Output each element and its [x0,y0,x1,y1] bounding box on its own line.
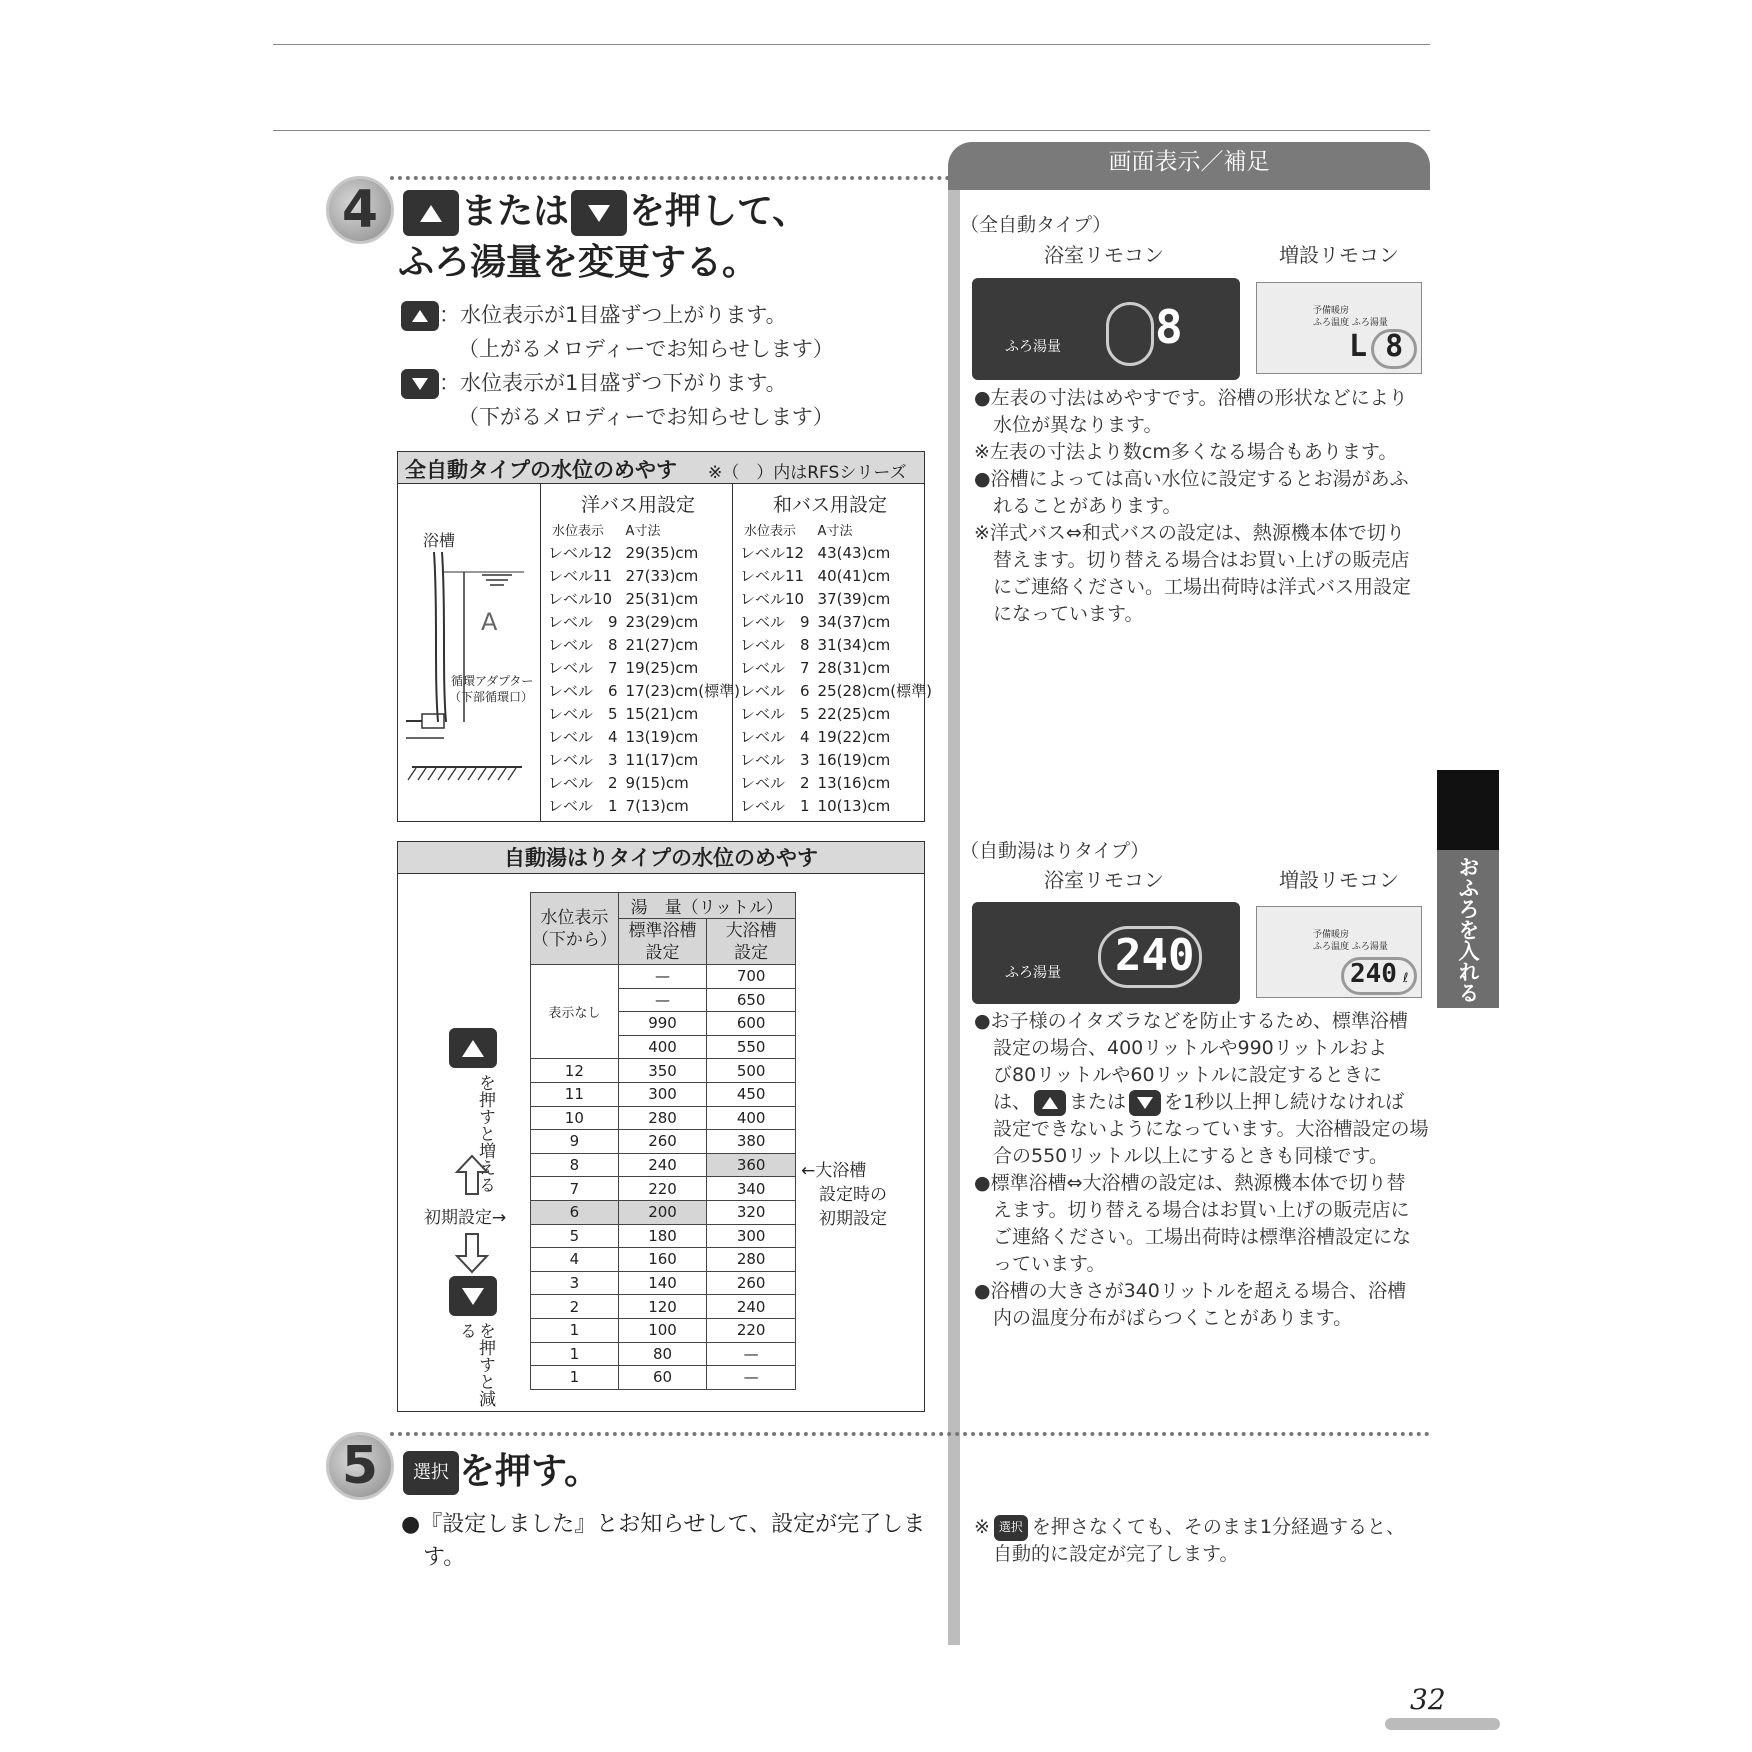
large-volume-cell: 360 [707,1153,796,1177]
diagram-label-adapter: 循環アダプター [451,674,534,688]
level-row [544,541,744,564]
large-volume-cell: 340 [707,1177,796,1201]
step5-side-note: ※ 選択 を押さなくても、そのまま1分経過すると、 自動的に設定が完了します。 [974,1516,1406,1565]
a-dimension-cell: 31(34)cm [817,635,891,654]
a-dimension-cell: 25(28)cm(標準) [817,682,932,700]
no-display-cell: 表示なし [531,965,619,1059]
down-key-icon [401,369,439,399]
volume-table [530,892,796,1390]
step4-number: 4 [326,176,394,244]
page-number: 32 [1410,1683,1446,1716]
level-row [736,656,936,679]
a-dimension-cell: 7(13)cm [625,796,689,815]
std-volume-cell: 160 [618,1248,707,1272]
table-row [531,1342,796,1366]
table-row [531,1082,796,1106]
down-arrow-icon [455,1232,489,1274]
japanese-col-title: 和バス用設定 [773,494,888,516]
std-volume-cell: 180 [618,1224,707,1248]
side-tab-black [1437,770,1499,850]
initial-setting-label: 初期設定→ [424,1208,507,1228]
western-table [544,518,744,817]
std-volume-cell: 200 [618,1200,707,1224]
large-volume-cell: 500 [707,1059,796,1083]
a-dimension-cell: 23(29)cm [625,612,699,631]
level-cell: レベル 4 [740,728,810,746]
level-cell: レベル 9 [548,613,618,631]
level-row [544,587,744,610]
step4-title-line1: または を押して、 [403,189,808,236]
diagram-label-a: A [481,608,498,636]
extra-label1: 予備暖房 [1313,306,1350,316]
step4-up-note: （上がるメロディーでお知らせします） [458,337,834,361]
table-row [531,1106,796,1130]
table-row [531,1200,796,1224]
note-line: 替えます。切り替える場合はお買い上げの販売店 [974,549,1410,571]
std-volume-cell: 100 [618,1318,707,1342]
note-line: び80リットルや60リットルに設定するときに [974,1064,1382,1086]
std-volume-cell: 260 [618,1130,707,1154]
auto-fill-notes [974,1008,1428,1332]
note-line: ※洋式バス⇔和式バスの設定は、熱源機本体で切り [974,522,1405,544]
up-key-icon [401,301,439,331]
step4-down-desc: ：水位表示が1目盛ずつ下がります。 [401,366,787,400]
note-line: ※左表の寸法より数cm多くなる場合もあります。 [974,441,1398,463]
note-line: えます。切り替える場合はお買い上げの販売店に [974,1199,1410,1221]
level-row [736,564,936,587]
table1-header [398,452,924,484]
a-dimension-cell: 34(37)cm [817,612,891,631]
full-auto-level-table [397,451,932,822]
large-volume-cell: 450 [707,1082,796,1106]
std-volume-cell: — [618,988,707,1012]
side-panel-header-text: 画面表示／補足 [1108,149,1270,175]
a-dimension-cell: 22(25)cm [817,704,891,723]
a-dimension-cell: 37(39)cm [817,589,891,608]
top-rule [273,44,1430,45]
level-row [736,541,936,564]
side-tab [1437,850,1499,1008]
level-row [544,679,744,702]
auto-fill-level-table [397,841,925,1412]
level-row [544,610,744,633]
a-dimension-cell: 27(33)cm [625,566,699,585]
a-dimension-cell: 17(23)cm(標準) [625,682,740,700]
std-volume-cell: 350 [618,1059,707,1083]
table1-note: ※（ ）内はRFSシリーズ [708,463,907,483]
diagram-label-adapter-sub: （下部循環口） [449,690,534,704]
std-header: 標準浴槽 設定 [618,919,707,965]
a-dimension-cell: 21(27)cm [625,635,699,654]
level-row [736,771,936,794]
level-row [736,702,936,725]
large-volume-cell: 650 [707,988,796,1012]
level-row [736,633,936,656]
level-ring [1106,302,1154,366]
std-volume-cell: 120 [618,1295,707,1319]
level-cell: レベル 3 [740,751,810,769]
side-tab-label: おふろを入れる [1456,856,1480,1003]
level-row [736,679,936,702]
note-line: 合の550リットル以上にするときも同様です。 [974,1145,1388,1167]
large-volume-cell: 600 [707,1012,796,1036]
table-row [531,1224,796,1248]
large-volume-cell: 280 [707,1248,796,1272]
header-rule [273,130,1430,131]
note-line: ●標準浴槽⇔大浴槽の設定は、熱源機本体で切り替 [974,1172,1406,1194]
level-cell: 1 [531,1318,619,1342]
down-key-icon [449,1276,497,1316]
level-cell: レベル 2 [740,774,810,792]
level-cell: レベル12 [548,544,613,562]
large-volume-cell: 700 [707,965,796,989]
a-dimension-cell: 40(41)cm [817,566,891,585]
a-dimension-cell: 9(15)cm [625,773,689,792]
level-row [736,587,936,610]
step5-bullet: ●『設定しました』とお知らせして、設定が完了しま す。 [401,1512,926,1570]
note-line: 設定できないようになっています。大浴槽設定の場 [974,1118,1429,1140]
level-cell: 1 [531,1342,619,1366]
std-volume-cell: 240 [618,1153,707,1177]
up-arrow-icon [455,1154,489,1196]
extra-volume-digits: 240 [1350,959,1397,989]
level-cell: レベル 1 [740,797,810,815]
table-row [531,1248,796,1272]
level-cell: レベル 1 [548,797,618,815]
large-volume-cell: 320 [707,1200,796,1224]
large-volume-cell: 220 [707,1318,796,1342]
note-line: ●お子様のイタズラなどを防止するため、標準浴槽 [974,1010,1408,1032]
a-dimension-cell: 25(31)cm [625,589,699,608]
step4-down-note: （下がるメロディーでお知らせします） [458,405,834,429]
diagram-label-tub: 浴槽 [423,531,456,550]
table-row [531,1271,796,1295]
large-volume-cell: 300 [707,1224,796,1248]
a-dimension-cell: 19(22)cm [817,727,891,746]
full-auto-notes [974,385,1411,628]
step5-title: 選択 を押す。 [403,1449,600,1495]
bath-remote-label: 浴室リモコン [1044,243,1164,267]
extra-label2: ふろ温度 ふろ湯量 [1313,942,1388,952]
extra-label2: ふろ温度 ふろ湯量 [1313,318,1388,328]
note-line: ●左表の寸法はめやすです。浴槽の形状などにより [974,387,1408,409]
up-key-icon [1034,1090,1066,1116]
sub-a-header: A寸法 [625,524,661,539]
level-cell: レベル 7 [740,659,810,677]
level-cell: レベル11 [548,567,613,585]
large-volume-cell: 400 [707,1106,796,1130]
divider [540,484,541,821]
a-dimension-cell: 28(31)cm [817,658,891,677]
step5-number: 5 [326,1432,394,1500]
table-row [531,1318,796,1342]
note-line: 設定の場合、400リットルや990リットルおよ [974,1037,1388,1059]
std-volume-cell: 280 [618,1106,707,1130]
extra-volume-unit: ℓ [1403,971,1409,986]
full-auto-section-title: （全自動タイプ） [960,214,1112,236]
extra-remote-label-2: 増設リモコン [1279,868,1399,892]
level-cell: 8 [531,1153,619,1177]
level-cell: 7 [531,1177,619,1201]
a-dimension-cell: 11(17)cm [625,750,699,769]
note-line: っています。 [974,1253,1106,1275]
table-row [531,965,796,989]
large-header: 大浴槽 設定 [707,919,796,965]
extra-remote-display-2 [1256,906,1422,998]
large-initial-note: ←大浴槽 設定時の 初期設定 [801,1161,887,1229]
level-cell: レベル 5 [740,705,810,723]
sub-level-header: 水位表示 [744,524,797,539]
level-row [544,748,744,771]
bath-remote-display-2 [972,902,1240,1004]
table-row [531,1177,796,1201]
level-cell: 12 [531,1059,619,1083]
step4-up-desc: ：水位表示が1目盛ずつ上がります。 [401,298,787,332]
a-dimension-cell: 13(19)cm [625,727,699,746]
table-row [531,1366,796,1390]
level-cell: レベル10 [548,590,613,608]
a-dimension-cell: 19(25)cm [625,658,699,677]
level-cell: 6 [531,1200,619,1224]
level-row [544,656,744,679]
level-digit: 8 [1155,300,1183,354]
level-cell: レベル11 [740,567,805,585]
extra-remote-display [1256,282,1422,374]
note-line: にご連絡ください。工場出荷時は洋式バス用設定 [974,576,1412,598]
sub-level-header: 水位表示 [552,524,605,539]
table2-title: 自動湯はりタイプの水位のめやす [504,846,818,870]
note-line: れることがあります。 [974,495,1182,517]
up-key-icon [403,190,459,236]
volume-digits: 240 [1115,930,1195,981]
select-key: 選択 [403,1451,459,1495]
table-row [531,1130,796,1154]
level-cell: レベル 7 [548,659,618,677]
note-line: 内の温度分布がばらつくことがあります。 [974,1307,1353,1329]
auto-fill-section-title: （自動湯はりタイプ） [960,840,1150,862]
step4-title-line2: ふろ湯量を変更する。 [398,242,759,283]
std-volume-cell: 990 [618,1012,707,1036]
std-volume-cell: 80 [618,1342,707,1366]
increase-label: を押すと増える [475,1074,495,1193]
level-cell: 10 [531,1106,619,1130]
large-volume-cell: 550 [707,1035,796,1059]
sub-a-header: A寸法 [817,524,853,539]
level-cell: レベル 5 [548,705,618,723]
level-cell: レベル10 [740,590,805,608]
level-row [544,725,744,748]
std-volume-cell: 60 [618,1366,707,1390]
large-volume-cell: 240 [707,1295,796,1319]
level-cell: レベル 6 [548,682,618,700]
level-cell: 5 [531,1224,619,1248]
std-volume-cell: 400 [618,1035,707,1059]
extra-remote-label: 増設リモコン [1279,243,1399,267]
level-cell: レベル 2 [548,774,618,792]
down-key-icon [571,190,627,236]
level-row [544,633,744,656]
level-row [544,794,744,817]
level-row [736,794,936,817]
side-panel-header [948,142,1430,190]
down-key-icon [1129,1090,1161,1116]
level-row [736,748,936,771]
western-col-title: 洋バス用設定 [581,494,696,516]
level-cell: 2 [531,1295,619,1319]
level-header: 水位表示 （下から） [531,893,619,965]
table-row [531,1295,796,1319]
a-dimension-cell: 15(21)cm [625,704,699,723]
table1-title: 全自動タイプの水位のめやす [405,458,677,482]
level-row [544,771,744,794]
a-dimension-cell: 43(43)cm [817,543,891,562]
step5-dotted-rule [390,1432,1430,1436]
extra-label1: 予備暖房 [1313,930,1350,940]
volume-header: 湯 量（リットル） [618,893,795,919]
bath-remote-display [972,278,1240,380]
a-dimension-cell: 16(19)cm [817,750,891,769]
level-cell: 4 [531,1248,619,1272]
level-row [544,702,744,725]
step4-dotted-rule [390,176,950,180]
large-volume-cell: — [707,1366,796,1390]
table-row [531,1153,796,1177]
level-cell: 11 [531,1082,619,1106]
a-dimension-cell: 13(16)cm [817,773,891,792]
level-row [544,564,744,587]
bath-remote-label-2: 浴室リモコン [1044,868,1164,892]
note-line: ご連絡ください。工場出荷時は標準浴槽設定にな [974,1226,1412,1248]
select-key-small: 選択 [994,1515,1028,1541]
large-volume-cell: 260 [707,1271,796,1295]
display-label: ふろ湯量 [1005,339,1061,355]
large-volume-cell: — [707,1342,796,1366]
side-panel-bar [948,190,960,1645]
level-row [736,725,936,748]
level-cell: 9 [531,1130,619,1154]
japanese-table [736,518,936,817]
level-cell: レベル 4 [548,728,618,746]
note-line: ●浴槽の大きさが340リットルを超える場合、浴槽 [974,1280,1407,1302]
level-cell: レベル 3 [548,751,618,769]
level-cell: 1 [531,1366,619,1390]
note-line: になっています。 [974,603,1144,625]
note-line: は、 または を1秒以上押し続けなければ [974,1089,1428,1116]
level-cell: レベル 9 [740,613,810,631]
level-row [736,610,936,633]
large-volume-cell: 380 [707,1130,796,1154]
level-cell: レベル12 [740,544,805,562]
a-dimension-cell: 29(35)cm [625,543,699,562]
level-cell: レベル 8 [740,636,810,654]
level-cell: レベル 6 [740,682,810,700]
std-volume-cell: 220 [618,1177,707,1201]
up-key-icon [449,1028,497,1068]
note-line: 水位が異なります。 [974,414,1163,436]
decrease-label: を押すと減る [456,1322,495,1407]
table2-header [398,842,924,874]
table-row [531,1059,796,1083]
std-volume-cell: 140 [618,1271,707,1295]
std-volume-cell: 300 [618,1082,707,1106]
note-line: ●浴槽によっては高い水位に設定するとお湯があふ [974,468,1409,490]
level-cell: レベル 8 [548,636,618,654]
display-label-2: ふろ湯量 [1005,965,1061,981]
level-cell: 3 [531,1271,619,1295]
page-number-bar [1385,1718,1500,1730]
extra-digit: L 8 [1349,329,1404,364]
std-volume-cell: — [618,965,707,989]
a-dimension-cell: 10(13)cm [817,796,891,815]
